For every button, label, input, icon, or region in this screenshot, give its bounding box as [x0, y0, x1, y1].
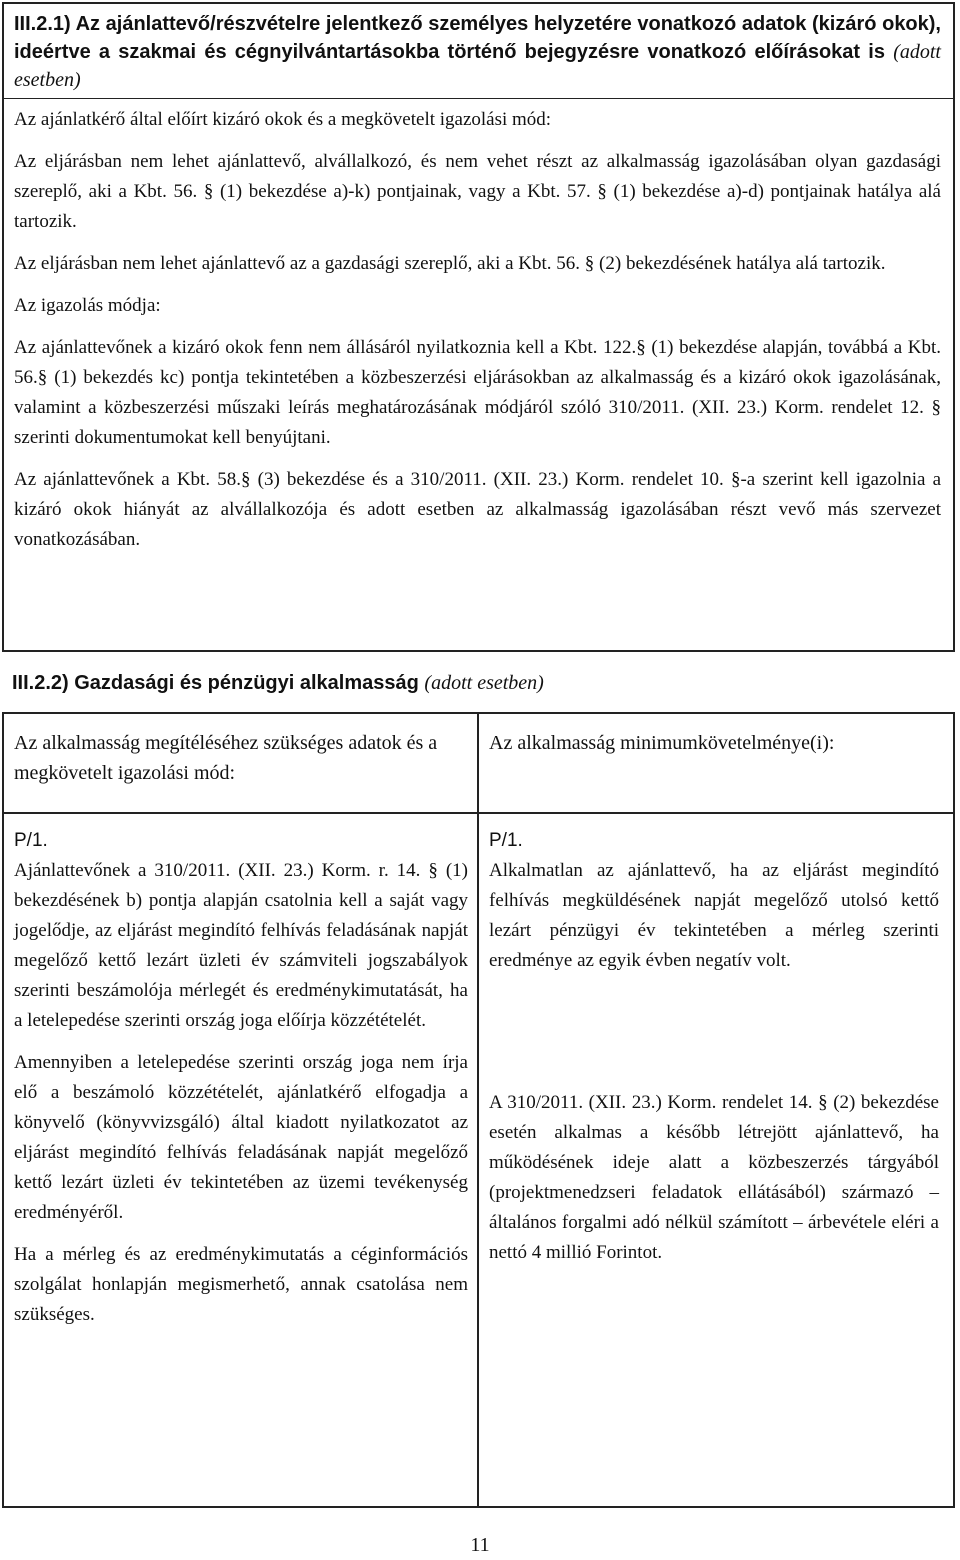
- paragraph: Ajánlattevőnek a 310/2011. (XII. 23.) Korm. r. 14. § (1) bekezdésének b) pontja alapján csatolnia kell a saját vagy jogelődje, az eljárást megindító felhívás feladásának napját megelőző kettő lezárt üzleti év számviteli jogszabályok szerinti beszámolója mérlegét és eredménykimutatását, ha a letelepedése szerinti ország joga előírja közzétételét.: [14, 860, 468, 1031]
- paragraph: Az eljárásban nem lehet ajánlattevő az a gazdasági szereplő, aki a Kbt. 56. § (2) bekezdésének hatálya alá tartozik.: [14, 253, 886, 274]
- header-divider: [4, 812, 953, 814]
- exclusion-grounds-box: [2, 2, 955, 652]
- paragraph: A 310/2011. (XII. 23.) Korm. rendelet 14. § (2) bekezdése esetén alkalmas a később létrejött ajánlattevő, ha működésének ideje alatt a közbeszerzés tárgyából (projektmenedzseri feladatok ellátásából) származó – általános forgalmi adó nélkül számított – árbevétele eléri a nettó 4 millió Forintot.: [489, 1092, 939, 1263]
- column-divider: [477, 714, 479, 1506]
- table-cell-left: [14, 826, 468, 1342]
- exclusion-grounds-body: [4, 99, 953, 555]
- table-header-left: Az alkalmasság megítéléséhez szükséges adatok és a megkövetelt igazolási mód:: [14, 732, 438, 784]
- paragraph: Az ajánlattevőnek a Kbt. 58.§ (3) bekezdése és a 310/2011. (XII. 23.) Korm. rendelet 10. §-a szerint kell igazolnia a kizáró okok hiányát az alvállalkozója és adott esetben az alkalmasság igazolásában részt vevő más szervezet vonatkozásában.: [14, 469, 941, 550]
- paragraph: Az eljárásban nem lehet ajánlattevő, alvállalkozó, és nem vehet részt az alkalmasság igazolásában olyan gazdasági szereplő, aki a Kbt. 56. § (1) bekezdése a)-k) pontjainak, vagy a Kbt. 57. § (1) bekezdése a)-d) pontjainak hatálya alá tartozik.: [14, 151, 941, 232]
- section-title-italic: (adott esetben): [424, 672, 544, 694]
- paragraph: Az igazolás módja:: [14, 295, 161, 316]
- table-header-right: Az alkalmasság minimumkövetelménye(i):: [489, 732, 835, 754]
- financial-suitability-table: [2, 712, 955, 1508]
- heading-italic-text: (adott esetben): [14, 41, 941, 91]
- requirement-label: P/1.: [14, 830, 48, 851]
- paragraph: Alkalmatlan az ajánlattevő, ha az eljárást megindító felhívás megküldésének napját megelőző utolsó kettő lezárt pénzügyi év tekintetében a mérleg szerinti eredménye az egyik évben negatív volt.: [489, 860, 939, 971]
- page-number: 11: [470, 1534, 490, 1556]
- paragraph: Az ajánlattevőnek a kizáró okok fenn nem állásáról nyilatkoznia kell a Kbt. 122.§ (1) bekezdése alapján, továbbá a Kbt. 56.§ (1) bekezdés kc) pontja tekintetében a közbeszerzési eljárásokban az alkalmasság és a kizáró okok igazolásának, valamint a közbeszerzési műszaki leírás meghatározásának módjáról szóló 310/2011. (XII. 23.) Korm. rendelet 12. § szerinti dokumentumokat kell benyújtani.: [14, 337, 941, 448]
- paragraph: Amennyiben a letelepedése szerinti ország joga nem írja elő a beszámoló közzétételét, ajánlatkérő elfogadja a könyvelő (könyvvizsgáló) által kiadott nyilatkozatot az eljárást megindító felhívás feladásának napját megelőző kettő lezárt üzleti év tekintetében az üzemi tevékenység eredményéről.: [14, 1052, 468, 1223]
- paragraph: Ha a mérleg és az eredménykimutatás a céginformációs szolgálat honlapján megismerhető, annak csatolása nem szükséges.: [14, 1244, 468, 1325]
- section-heading-III-2-2: [12, 668, 544, 698]
- requirement-label: P/1.: [489, 830, 523, 851]
- section-title-bold: III.2.2) Gazdasági és pénzügyi alkalmasság: [12, 672, 419, 694]
- table-cell-right: [489, 826, 939, 1280]
- heading-bold-text: III.2.1) Az ajánlattevő/részvételre jelentkező személyes helyzetére vonatkozó adatok (kizáró okok), ideértve a szakmai és cégnyilvántartásokba történő bejegyzésre vonatkozó előírásokat is: [14, 13, 941, 63]
- section-heading-III-2-1: [4, 4, 953, 99]
- paragraph: Az ajánlatkérő által előírt kizáró okok és a megkövetelt igazolási mód:: [14, 109, 552, 130]
